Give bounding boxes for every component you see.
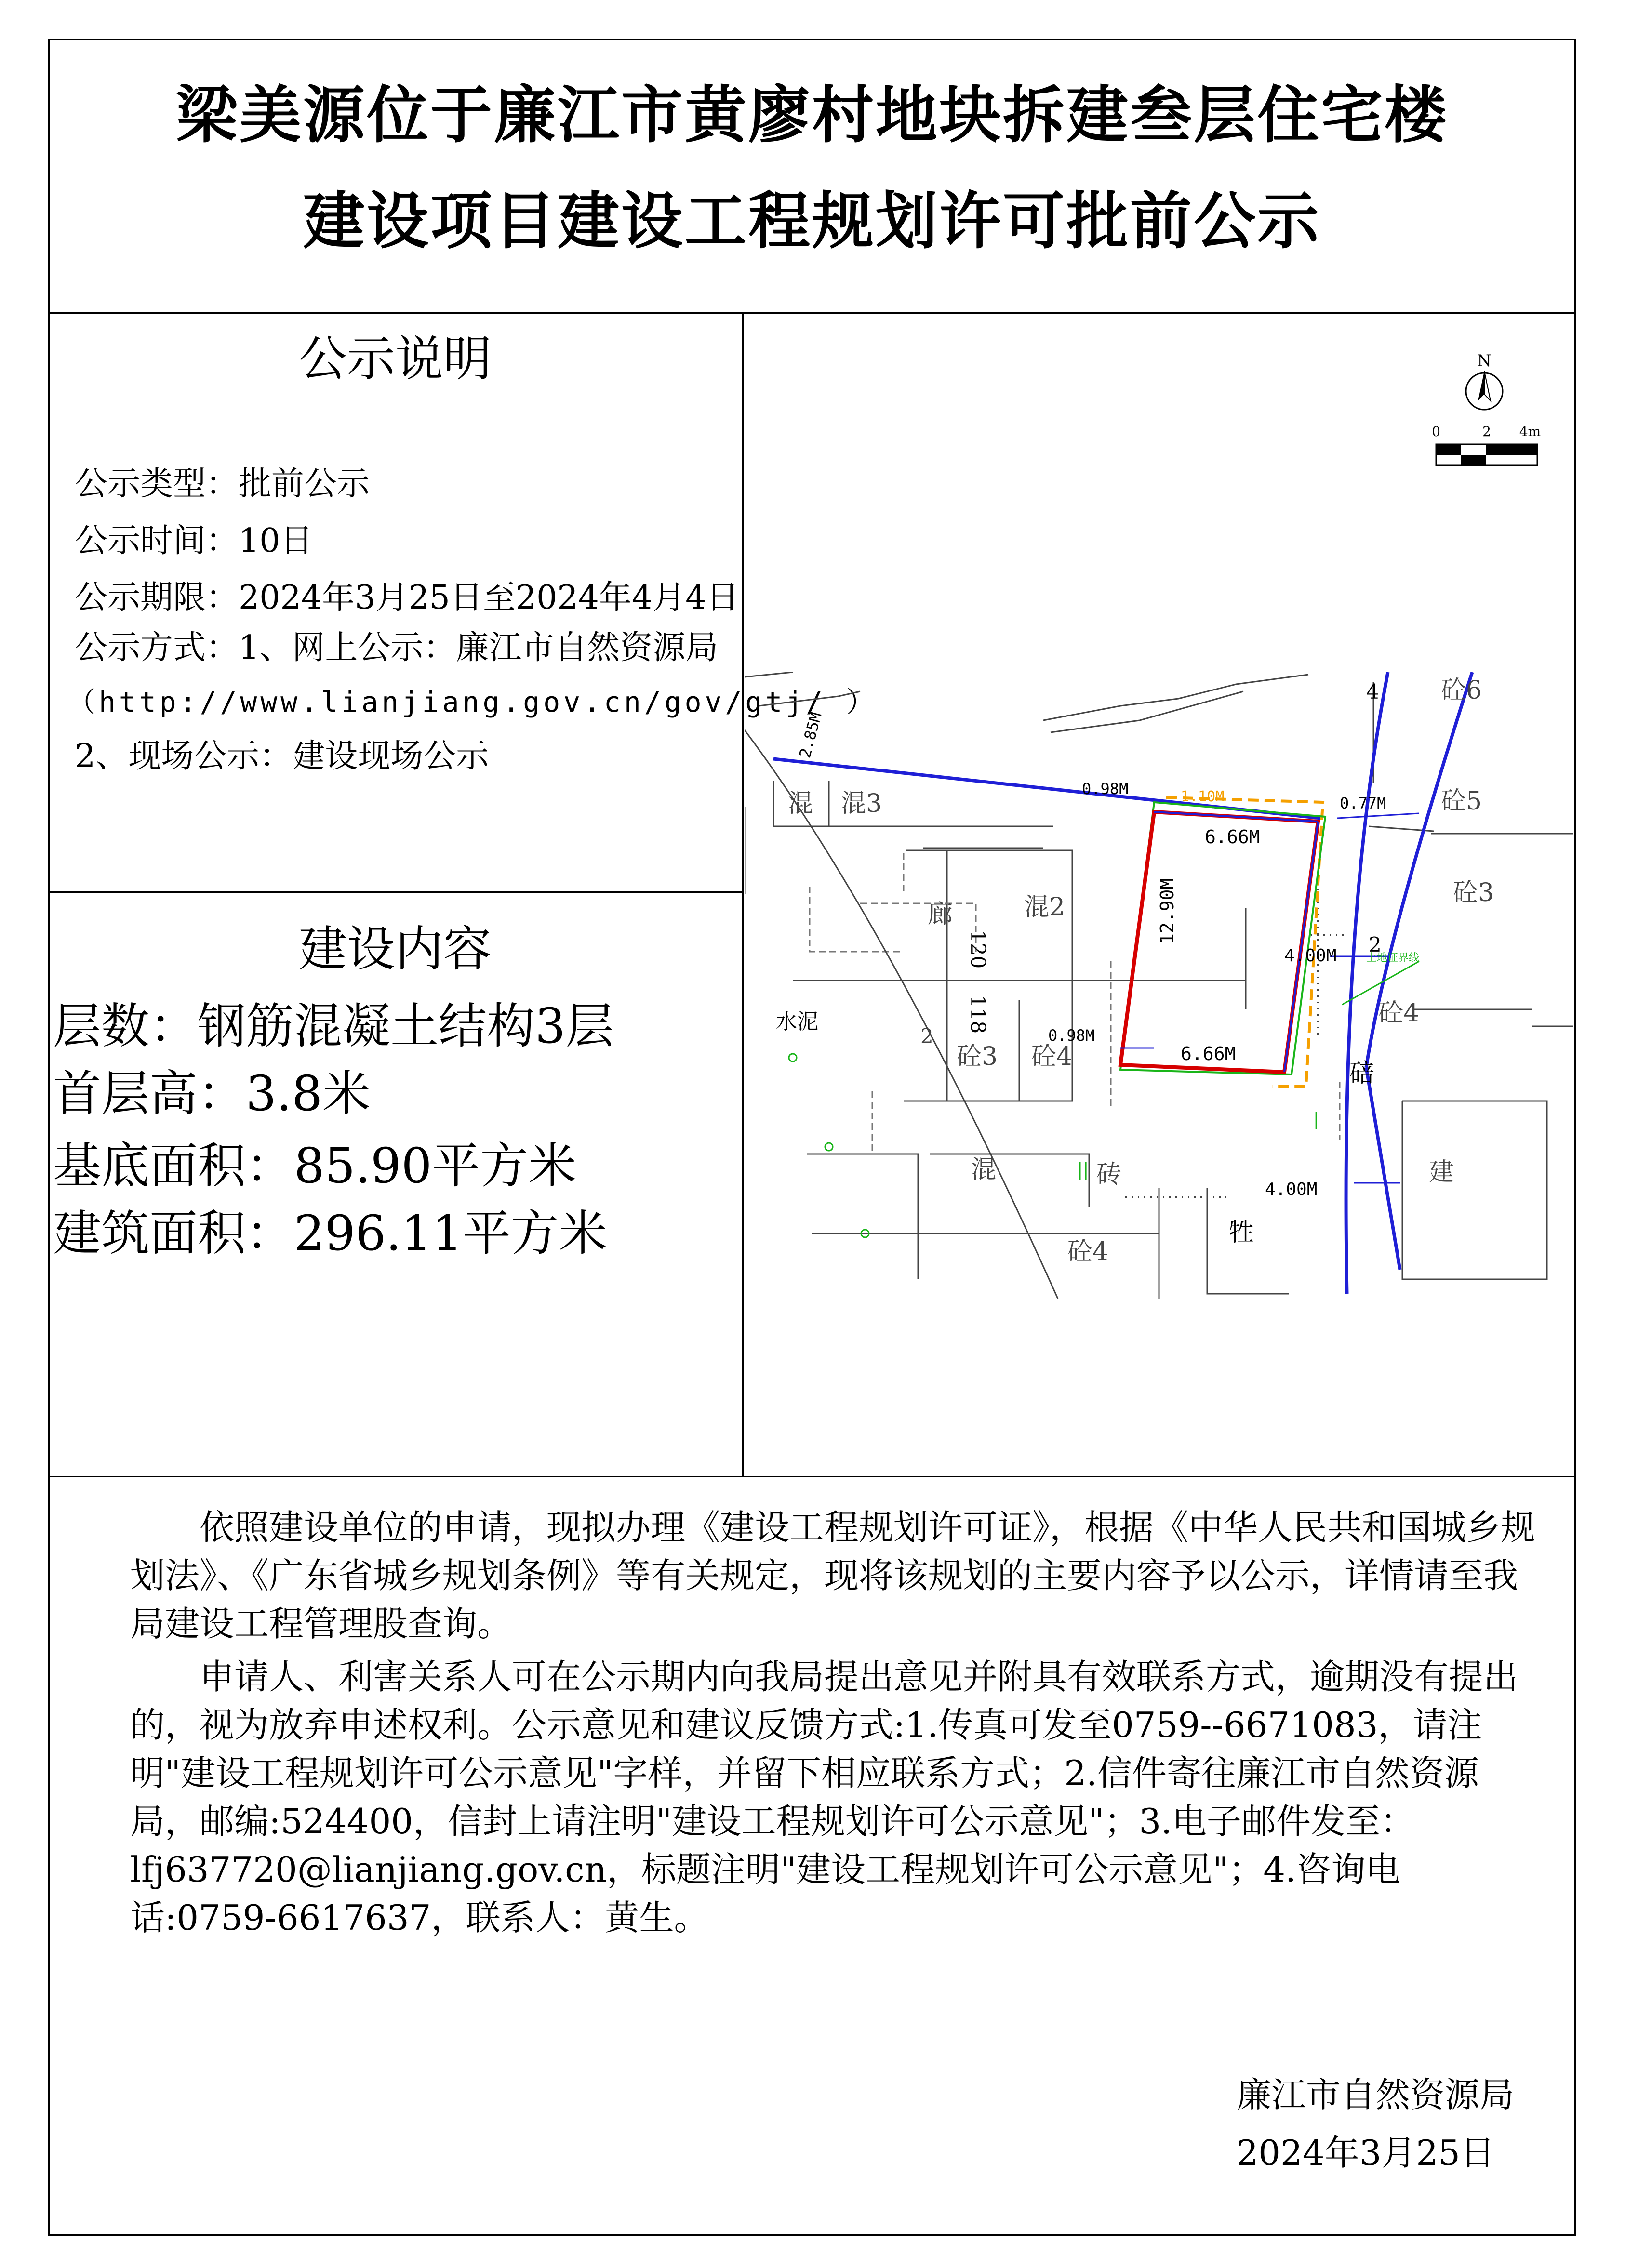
label-118: 118	[966, 995, 990, 1034]
label-qi: 碚	[1349, 1059, 1375, 1088]
label-jian: 建	[1429, 1158, 1454, 1187]
notice-period: 公示期限：2024年3月25日至2024年4月4日	[75, 579, 739, 617]
scale-label-4m: 4m	[1519, 424, 1541, 439]
label-2-right: 2	[1369, 933, 1382, 956]
tree-symbols	[789, 1054, 869, 1237]
page-title-line2: 建设项目建设工程规划许可批前公示	[303, 186, 1321, 257]
dim-right-top: 0.77M	[1340, 794, 1386, 812]
notice-body	[130, 1503, 1537, 1942]
scale-label-2: 2	[1482, 424, 1491, 439]
dim-left-top: 0.98M	[1082, 780, 1129, 798]
svg-text:|: |	[1313, 1110, 1319, 1129]
dim-right-mid: 4.00M	[1284, 946, 1337, 966]
signature-org: 廉江市自然资源局	[1236, 2075, 1514, 2115]
label-tong3-right: 砼3	[1453, 878, 1494, 907]
label-hun3: 混3	[841, 789, 882, 818]
divider-column	[742, 312, 744, 1477]
construction-building-area: 建筑面积：296.11平方米	[53, 1205, 607, 1261]
base-map-lines	[745, 672, 1573, 1299]
scale-label-0: 0	[1432, 424, 1440, 439]
north-arrow-icon	[1466, 351, 1503, 410]
label-tong4-bottom: 砼4	[1067, 1237, 1109, 1266]
label-4: 4	[1366, 680, 1379, 703]
dim-top-width: 6.66M	[1205, 826, 1260, 848]
dim-left-bottom: 0.98M	[1048, 1026, 1095, 1045]
label-tong3-left: 砼3	[957, 1042, 998, 1071]
notice-method: 公示方式：1、网上公示：廉江市自然资源局	[75, 629, 719, 667]
label-mu: 牲	[1229, 1218, 1254, 1247]
page-title-line1: 梁美源位于廉江市黄廖村地块拆建叁层住宅楼	[175, 80, 1448, 151]
divider-info	[48, 891, 742, 893]
dim-right-bottom: 4.00M	[1265, 1180, 1318, 1199]
dim-bottom-width: 6.66M	[1181, 1043, 1236, 1064]
scale-bar	[1432, 424, 1541, 465]
divider-title	[48, 312, 1576, 314]
signature-date: 2024年3月25日	[1236, 2133, 1495, 2173]
construction-first-floor-height: 首层高：3.8米	[53, 1065, 371, 1122]
label-tong4-left: 砼4	[1031, 1042, 1073, 1071]
construction-base-area: 基底面积：85.90平方米	[53, 1138, 577, 1194]
building-footprint	[1120, 812, 1318, 1072]
label-tong4-right: 砼4	[1378, 999, 1420, 1028]
property-boundary	[773, 672, 1472, 1294]
label-tong5: 砼5	[1441, 787, 1482, 816]
notice-type: 公示类型：批前公示	[75, 465, 370, 503]
notice-paragraph-1: 依照建设单位的申请，现拟办理《建设工程规划许可证》，根据《中华人民共和国城乡规划法》、《广东省城乡规划条例》等有关规定，现将该规划的主要内容予以公示，详情请至我局建设工程管理股查询。	[130, 1507, 1536, 1644]
label-hun2: 混2	[1024, 893, 1066, 922]
label-tong6: 砼6	[1441, 676, 1482, 705]
legend-area	[1412, 337, 1566, 477]
divider-body	[48, 1476, 1576, 1477]
dim-top-dashed: 1.10M	[1181, 788, 1225, 805]
construction-heading: 建设内容	[299, 921, 492, 977]
notice-duration: 公示时间：10日	[75, 522, 313, 560]
site-plan	[745, 672, 1573, 1299]
label-land-line: 土地证界线	[1366, 952, 1420, 964]
construction-floors: 层数：钢筋混凝土结构3层	[53, 998, 614, 1054]
notice-url: （http://www.lianjiang.gov.cn/gov/gtj/ ）	[67, 686, 878, 718]
svg-text:||: ||	[1077, 1160, 1089, 1180]
dim-north-offset: 2.85M	[796, 710, 826, 760]
dimension-lines	[1120, 813, 1419, 1183]
label-hun: 混	[788, 789, 813, 818]
base-map-dashed-lines	[810, 853, 1340, 1154]
dim-depth: 12.90M	[1157, 878, 1178, 944]
notice-paragraph-2: 申请人、利害关系人可在公示期内向我局提出意见并附具有效联系方式，逾期没有提出的，视为放弃申述权利。公示意见和建议反馈方式:1.传真可发至0759--6671083，请注明"建设工程规划许可公示意见"字样，并留下相应联系方式；2.信件寄往廉江市自然资源局，邮编:524400，信封上请注明"建设工程规划许可公示意见"；3.电子邮件发至：lfj637720@lianjiang.gov.cn，标题注明"建设工程规划许可公示意见"；4.咨询电话:0759-6617637，联系人：黄生。	[130, 1657, 1518, 1938]
north-label: N	[1477, 351, 1492, 371]
notice-info-heading: 公示说明	[299, 331, 492, 387]
label-2-left: 2	[920, 1024, 933, 1048]
notice-onsite: 2、现场公示：建设现场公示	[75, 737, 489, 775]
label-hun-bottom: 混	[971, 1155, 997, 1184]
label-zhuan: 砖	[1096, 1160, 1122, 1189]
label-lang: 廊	[928, 900, 953, 929]
label-120: 120	[966, 930, 990, 969]
label-shuini: 水泥	[776, 1009, 818, 1034]
